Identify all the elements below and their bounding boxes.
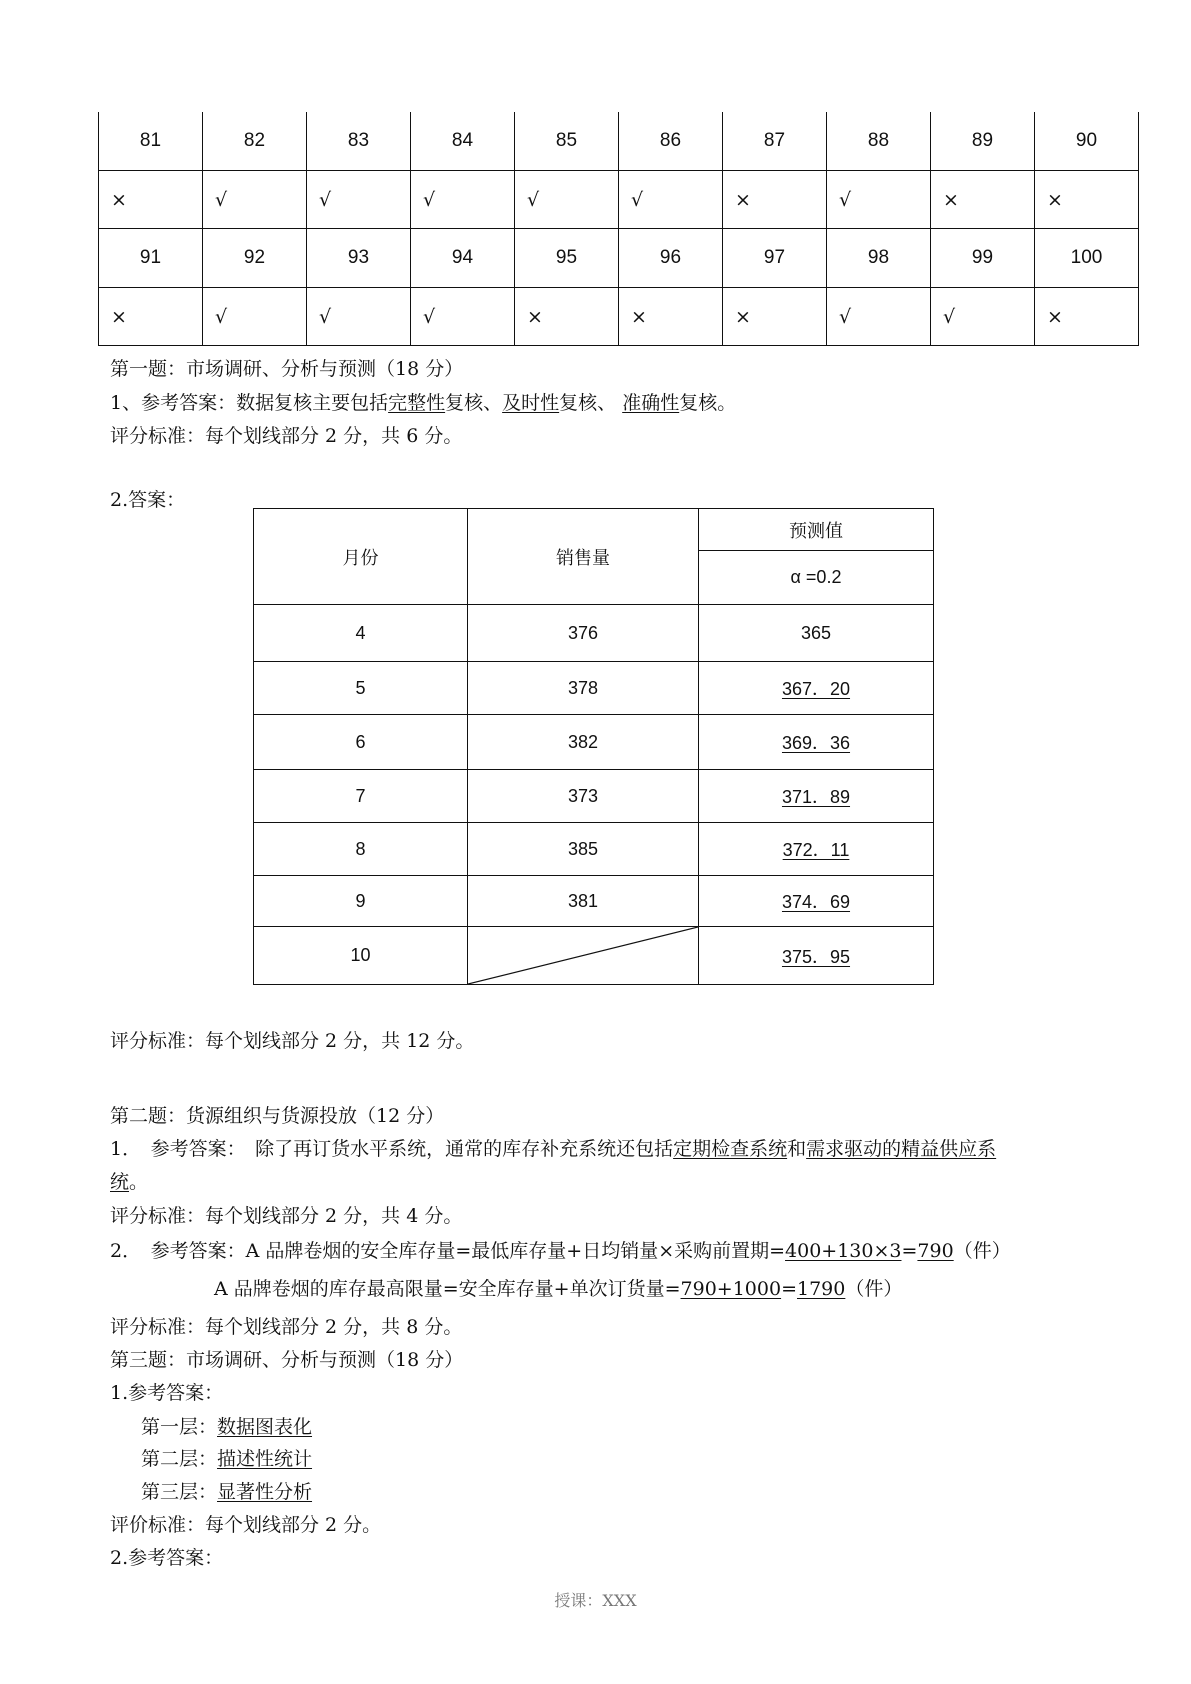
sales-cell: 376: [468, 605, 699, 662]
sales-cell: 378: [468, 662, 699, 715]
question-number-cell: 91: [99, 229, 203, 288]
forecast-row: [254, 715, 934, 770]
forecast-cell: [699, 823, 934, 876]
q3-answer-1-label: 1.参考答案：: [110, 1382, 224, 1404]
forecast-value: 374．69: [781, 892, 851, 912]
forecast-row: [254, 770, 934, 823]
month-cell: 5: [254, 662, 468, 715]
q3-layer-1: 第一层：数据图表化: [141, 1416, 313, 1438]
q1-title: 第一题：市场调研、分析与预测（18 分）: [110, 358, 464, 380]
answer-mark-cell: √: [515, 171, 619, 229]
answer-mark-cell: ×: [1035, 171, 1139, 229]
question-number-cell: 89: [931, 112, 1035, 171]
header-alpha: α =0.2: [699, 551, 934, 605]
q1-answer-2-label: 2.答案：: [110, 489, 186, 511]
q3-score: 评价标准：每个划线部分 2 分。: [110, 1514, 382, 1536]
month-cell: 8: [254, 823, 468, 876]
forecast-cell: [699, 876, 934, 927]
forecast-value: 372．11: [782, 840, 850, 860]
forecast-row: [254, 823, 934, 876]
forecast-row: [254, 605, 934, 662]
q2-answer-1-line-2: 统。: [110, 1171, 149, 1193]
q3-layer-2: 第二层：描述性统计: [141, 1448, 313, 1470]
question-number-cell: 92: [203, 229, 307, 288]
question-number-cell: 85: [515, 112, 619, 171]
answer-mark-cell: √: [827, 288, 931, 346]
sales-cell: 385: [468, 823, 699, 876]
q3-title: 第三题：市场调研、分析与预测（18 分）: [110, 1349, 464, 1371]
forecast-cell: [699, 662, 934, 715]
question-number-cell: 88: [827, 112, 931, 171]
forecast-row: [254, 876, 934, 927]
q1-score-1: 评分标准：每个划线部分 2 分，共 6 分。: [110, 425, 463, 447]
answer-mark-cell: √: [619, 171, 723, 229]
q2-title: 第二题：货源组织与货源投放（12 分）: [110, 1105, 445, 1127]
forecast-value: 367．20: [781, 679, 851, 699]
answer-mark-cell: ×: [515, 288, 619, 346]
answer-mark-cell: √: [307, 288, 411, 346]
diagonal-slash: [468, 927, 698, 984]
answer-mark-cell: ×: [99, 288, 203, 346]
month-cell: 6: [254, 715, 468, 770]
answer-mark-cell: ×: [723, 288, 827, 346]
answer-mark-cell: √: [827, 171, 931, 229]
question-number-cell: 83: [307, 112, 411, 171]
sales-cell: 373: [468, 770, 699, 823]
answer-mark-cell: √: [307, 171, 411, 229]
sales-cell: 381: [468, 876, 699, 927]
forecast-value: 375．95: [781, 946, 851, 967]
forecast-value: 371．89: [781, 787, 851, 807]
answer-grid-row: [99, 229, 1139, 288]
question-number-cell: 81: [99, 112, 203, 171]
question-number-cell: 94: [411, 229, 515, 288]
forecast-value: 369．36: [781, 733, 851, 753]
question-number-cell: 98: [827, 229, 931, 288]
sales-cell-blank: [468, 927, 699, 985]
question-number-cell: 96: [619, 229, 723, 288]
q2-answer-2b: A 品牌卷烟的库存最高限量=安全库存量+单次订货量=790+1000=1790（件）: [214, 1278, 903, 1300]
header-month: 月份: [254, 509, 468, 605]
q2-score-2: 评分标准：每个划线部分 2 分，共 8 分。: [110, 1316, 463, 1338]
month-cell: 10: [254, 927, 468, 985]
sales-cell: 382: [468, 715, 699, 770]
answer-mark-cell: √: [411, 288, 515, 346]
q1-score-2: 评分标准：每个划线部分 2 分，共 12 分。: [110, 1030, 475, 1052]
question-number-cell: 87: [723, 112, 827, 171]
month-cell: 7: [254, 770, 468, 823]
question-number-cell: 97: [723, 229, 827, 288]
forecast-row: [254, 662, 934, 715]
q2-answer-1-line-1: 1． 参考答案： 除了再订货水平系统，通常的库存补充系统还包括定期检查系统和需求驱动的精益供应系: [110, 1138, 997, 1160]
answer-mark-cell: ×: [1035, 288, 1139, 346]
answer-mark-cell: ×: [723, 171, 827, 229]
question-number-cell: 86: [619, 112, 723, 171]
forecast-table: [253, 508, 934, 985]
month-cell: 4: [254, 605, 468, 662]
question-number-cell: 93: [307, 229, 411, 288]
question-number-cell: 84: [411, 112, 515, 171]
forecast-cell: [699, 927, 934, 985]
answer-mark-cell: ×: [99, 171, 203, 229]
q2-answer-2: 2． 参考答案：A 品牌卷烟的安全库存量=最低库存量+日均销量×采购前置期=400+130×3=790（件）: [110, 1240, 1011, 1262]
q2-score-1: 评分标准：每个划线部分 2 分，共 4 分。: [110, 1205, 463, 1227]
forecast-cell: [699, 715, 934, 770]
answer-grid-row: [99, 171, 1139, 229]
answer-grid-table: [98, 112, 1139, 346]
q3-answer-2-label: 2.参考答案：: [110, 1547, 224, 1569]
header-sales: 销售量: [468, 509, 699, 605]
q1-answer-1: 1、参考答案：数据复核主要包括完整性复核、及时性复核、 准确性复核。: [110, 392, 737, 414]
forecast-cell: 365: [699, 605, 934, 662]
month-cell: 9: [254, 876, 468, 927]
forecast-cell: [699, 770, 934, 823]
answer-mark-cell: √: [203, 171, 307, 229]
forecast-row: [254, 927, 934, 985]
question-number-cell: 82: [203, 112, 307, 171]
page-footer: 授课：XXX: [554, 1591, 637, 1610]
answer-mark-cell: √: [203, 288, 307, 346]
answer-mark-cell: ×: [931, 171, 1035, 229]
q3-layer-3: 第三层：显著性分析: [141, 1481, 313, 1503]
question-number-cell: 90: [1035, 112, 1139, 171]
question-number-cell: 99: [931, 229, 1035, 288]
answer-grid-row: [99, 112, 1139, 171]
header-forecast: 预测值: [699, 509, 934, 551]
answer-mark-cell: ×: [619, 288, 723, 346]
answer-grid-row: [99, 288, 1139, 346]
question-number-cell: 100: [1035, 229, 1139, 288]
answer-mark-cell: √: [411, 171, 515, 229]
question-number-cell: 95: [515, 229, 619, 288]
answer-mark-cell: √: [931, 288, 1035, 346]
